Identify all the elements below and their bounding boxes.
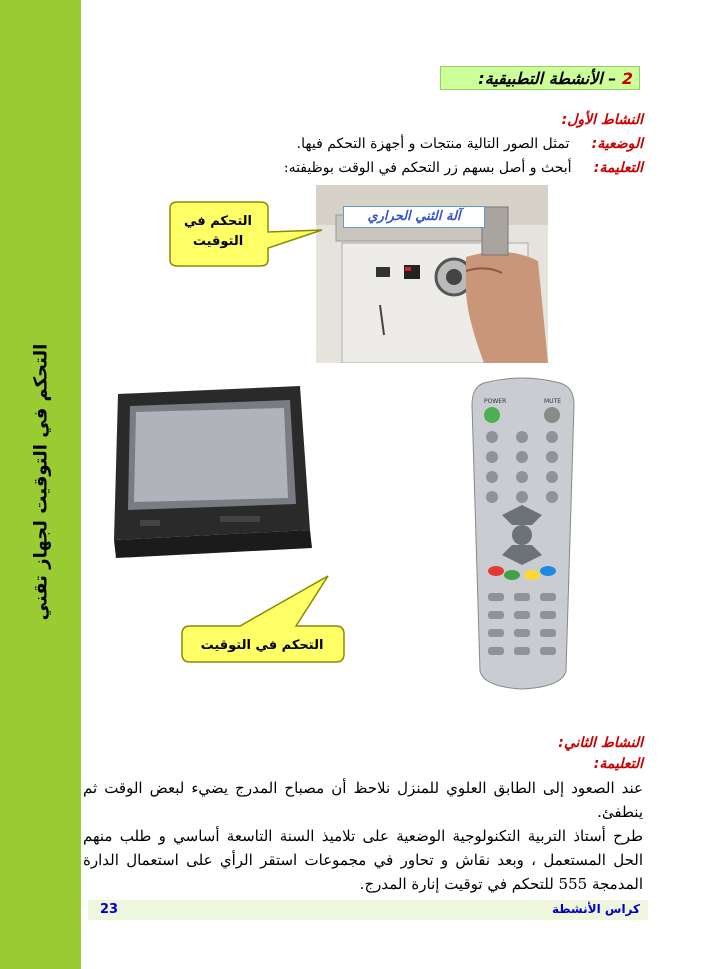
mute-button-icon	[544, 407, 560, 423]
activity1-label-text: النشاط الأول	[567, 112, 643, 128]
callout2-text: التحكم في التوقيت	[200, 638, 324, 653]
footer-bar	[88, 900, 648, 920]
remote-power-label: POWER	[484, 398, 507, 405]
remote-mute-label: MUTE	[544, 398, 562, 405]
activity2-label-text: النشاط الثاني	[563, 735, 643, 751]
power-button-icon	[484, 407, 500, 423]
callout1-text	[172, 212, 264, 252]
page-number: 23	[100, 902, 119, 917]
book-title: كراس الأنشطة	[551, 902, 640, 916]
remote-control-photo	[462, 375, 582, 693]
activity2-instruction-label: التعليمة:	[593, 756, 643, 772]
instruction-label: التعليمة:	[593, 160, 643, 176]
section-title-text: الأنشطة التطبيقية:	[478, 69, 603, 88]
section-title	[440, 66, 640, 90]
switch-icon	[376, 267, 390, 277]
situation-label: الوضعية:	[591, 136, 643, 152]
section-number: 2	[621, 69, 633, 88]
situation-text: تمثل الصور التالية منتجات و أجهزة التحكم فيها.	[296, 136, 570, 152]
activity2-paragraph-1: عند الصعود إلى الطابق العلوي للمنزل نلاحظ أن مصباح المدرج يضيء لبعض الوقت ثم ينطفئ.	[83, 779, 643, 821]
section-dash: –	[608, 69, 617, 88]
activity2-paragraph-2: طرح أستاذ التربية التكنولوجية الوضعية على تلاميذ السنة التاسعة أساسي و طلب منهم الحل المستعمل ، وبعد نقاش و تحاور في مجموعات استقر الرأي على استعمال الدارة المدمجة 555 للتحكم في توقيت إنارة المدرج.	[83, 827, 643, 893]
callout1-line2: التوقيت	[192, 234, 244, 249]
activity1-label: النشاط الأول:	[561, 112, 643, 128]
activity1-instruction-row	[284, 160, 643, 176]
machine-label: آلة الثني الحراري	[343, 206, 485, 228]
activity2-label: النشاط الثاني:	[558, 735, 643, 751]
activity1-situation-row	[297, 136, 643, 152]
television-photo	[100, 380, 318, 566]
callout1-line1: التحكم في	[184, 214, 252, 229]
sidebar-vertical-title: التحكم في التوقيت لجهاز تقني	[30, 343, 52, 621]
sidebar	[0, 0, 81, 969]
instruction-text: أبحث و أصل بسهم زر التحكم في الوقت بوظيفته:	[283, 160, 572, 176]
